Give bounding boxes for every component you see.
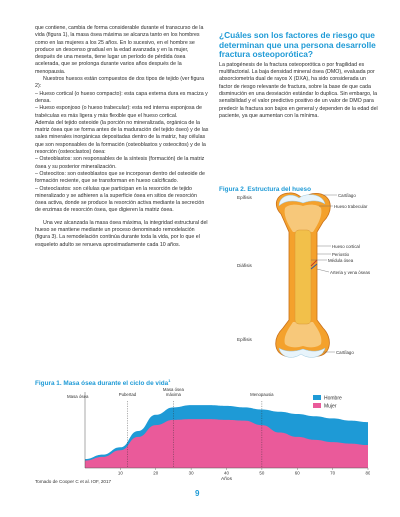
figure-2-title: Figura 2. Estructura del hueso [219, 186, 311, 193]
label-periostio: Periostio [332, 252, 350, 257]
label-arteria-vena: Arteria y vena óseas [330, 270, 371, 275]
x-tick-label: 20 [153, 470, 159, 476]
legend-label-mujer: Mujer [324, 403, 337, 410]
x-tick-label: 10 [117, 470, 123, 476]
label-diafisis: Diáfisis [237, 263, 252, 268]
right-column [219, 31, 379, 120]
label-hueso-cortical: Hueso cortical [332, 244, 360, 249]
paragraph: Una vez alcanzada la masa ósea máxima, la integridad estructural del hueso se mantiene mediante un proceso denominado remodelación (figura 3). La remodelación continúa durante toda la vida, por lo que el esqueleto adulto se renueva aproximadamente cada 10 años. [35, 219, 208, 248]
list-item: – Osteoblastos: son responsables de la síntesis (formación) de la matriz ósea y su posterior mineralización. [35, 156, 205, 170]
x-tick-label: 80 [365, 470, 370, 476]
label-cartilago-top: Cartílago [338, 193, 356, 198]
x-tick-label: 50 [259, 470, 265, 476]
list-item: – Hueso esponjoso (o hueso trabecular): esta red interna esponjosa de trabéculas es más ligera y más flexible que el hueso cortical. [35, 105, 202, 119]
bone-mass-chart [30, 384, 370, 480]
left-column [35, 25, 209, 249]
label-cartilago-bottom: Cartílago [336, 350, 354, 355]
page-number: 9 [195, 489, 200, 498]
chart-areas [85, 405, 368, 468]
list-item: – Osteoclastos: son células que participan en la resorción de tejido mineralizado y se adhieren a la superficie ósea en sitios de resorción ósea activa, donde se produce la resorción activa mediante la secreción de enzimas de resorción ósea, que digieren la matriz ósea. [35, 185, 205, 214]
x-tick-label: 40 [224, 470, 229, 476]
legend-swatch-hombre [313, 395, 321, 400]
paragraph: Además del tejido osteoide (la porción no mineralizada, orgánica de la matriz ósea que se forma antes de la maduración del tejido óseo) y de las sales minerales inorgánicas depositadas dentro de la matriz, hay células que son responsables de la formación (osteoblastos y osteocitos) y de la resorción (osteoclastos) ósea: [35, 119, 209, 156]
event-label: Pubertad [118, 392, 137, 397]
paragraph: Nuestros huesos están compuestos de dos tipos de tejido (ver figura 2): [35, 76, 205, 90]
label-medula-osea: Médula ósea [328, 258, 354, 263]
label-epifisis-top: Epífisis [237, 195, 252, 200]
event-label: máxima [165, 392, 181, 397]
chart-legend [313, 395, 342, 409]
list-item: – Hueso cortical (o hueso compacto): esta capa externa dura es maciza y densa. [35, 90, 208, 104]
x-axis-label: Años [221, 477, 232, 480]
x-tick-label: 70 [330, 470, 336, 476]
legend-label-hombre: Hombre [324, 395, 342, 402]
bone-illustration [276, 193, 331, 358]
paragraph: La patogénesis de la fractura osteoporótica o por fragilidad es multifactorial. La baja densidad mineral ósea (DMO), evaluada por absorciometría dual de rayos X (DXA), ha sido considerada un factor de riesgo relevante de fractura, sobre la base de que cada disminución en una desviación estándar lo duplica. Sin embargo, la sensibilidad y el valor predictivo positivo de un valor de DMO para predecir la fractura son bajos en general y dependen de la edad del paciente, ya que aumentan con la mínima. [219, 61, 378, 119]
figure-1-title-text: Figura 1. Masa ósea durante el ciclo de vida [35, 380, 169, 388]
event-label: Masa ósea [162, 387, 184, 392]
paragraph: que contiene, cambia de forma considerable durante el transcurso de la vida (figura 1), la masa ósea máxima se alcanza tanto en los hombres como en las mujeres a los 25 años. En lo sucesivo, en el hombre se produce un descenso gradual en la edad avanzada y en la mujer, después de una meseta, tiene lugar un período de pérdida ósea acelerada, que se prolonga durante varios años después de la menopausia. [35, 25, 204, 75]
marrow-canal [295, 230, 311, 324]
figure-1-superscript: 1 [168, 378, 171, 383]
x-tick-label: 60 [294, 470, 300, 476]
list-item: – Osteocitos: son osteoblastos que se incorporan dentro del osteoide de formación reciente, que se transforman en hueso calcificado. [35, 170, 205, 185]
bone-structure-diagram [219, 192, 379, 372]
event-label: Menopausia [250, 392, 274, 397]
legend-swatch-mujer [313, 403, 321, 408]
annotation-masa-osea: Masa ósea [67, 394, 89, 399]
label-epifisis-bottom: Epífisis [237, 337, 252, 342]
x-tick-label: 30 [188, 470, 194, 476]
label-hueso-trabecular: Hueso trabecular [334, 204, 368, 209]
figure-source: Tomado de Cooper C et al. IOF, 2017 [35, 479, 112, 484]
section-heading: ¿Cuáles son los factores de riesgo que determinan que una persona desarrolle fractura osteoporótica? [219, 30, 376, 60]
